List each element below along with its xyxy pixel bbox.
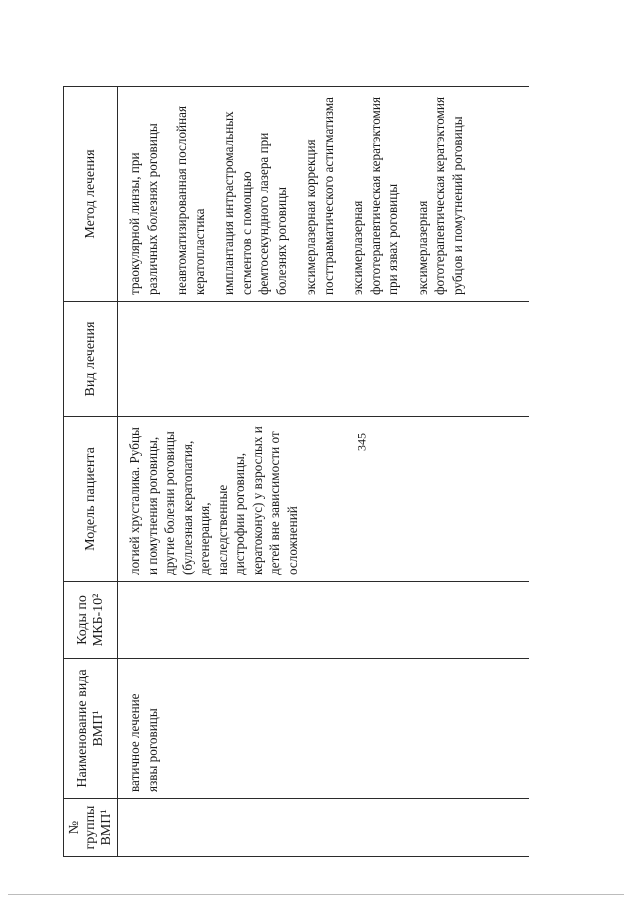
method-item: эксимерлазерная фототерапевтическая кератэктомия рубцов и помутнений роговицы — [414, 96, 465, 295]
method-item: эксимерлазерная коррекция посттравматического астигматизма — [303, 96, 336, 295]
header-patient-model: Модель пациента — [64, 417, 118, 582]
header-treatment-type: Вид лечения — [64, 302, 118, 417]
method-item: неавтоматизированная послойная кератопластика — [174, 105, 207, 295]
cell-group-no — [118, 799, 530, 857]
header-group-no: № группы ВМП¹ — [64, 799, 118, 857]
cell-icd-codes — [118, 582, 530, 659]
header-treatment-method: Метод лечения — [64, 87, 118, 302]
table-row — [118, 87, 530, 857]
header-vmp-name: Наименование вида ВМП¹ — [64, 659, 118, 799]
page-number: 345 — [354, 433, 369, 451]
table-header-row — [64, 87, 118, 857]
method-item: эксимерлазерная фототерапевтическая кератэктомия при язвах роговицы — [350, 96, 400, 295]
header-icd-codes: Коды по МКБ-10² — [64, 582, 118, 659]
method-item: имплантация интрастромальных сегментов с помощью фемтосекундного лазера при болезнях роговицы — [221, 111, 289, 295]
cell-treatment-methods — [118, 87, 530, 302]
cell-treatment-type — [118, 302, 530, 417]
page-bottom-rule — [8, 894, 624, 895]
cell-vmp-name: ватичное лечение язвы роговицы — [118, 659, 530, 799]
method-item: траокулярной линзы, при различных болезнях роговицы — [127, 123, 160, 295]
treatment-table-container — [63, 87, 527, 857]
cell-patient-model: логией хрусталика. Рубцы и помутнения роговицы, другие болезни роговицы (буллезная кератопатия, дегенерация, наследственные дистрофии роговицы, кератоконус) у взрослых и детей вне зависимости от осложнений — [118, 417, 530, 582]
treatment-methods-table — [63, 86, 529, 857]
